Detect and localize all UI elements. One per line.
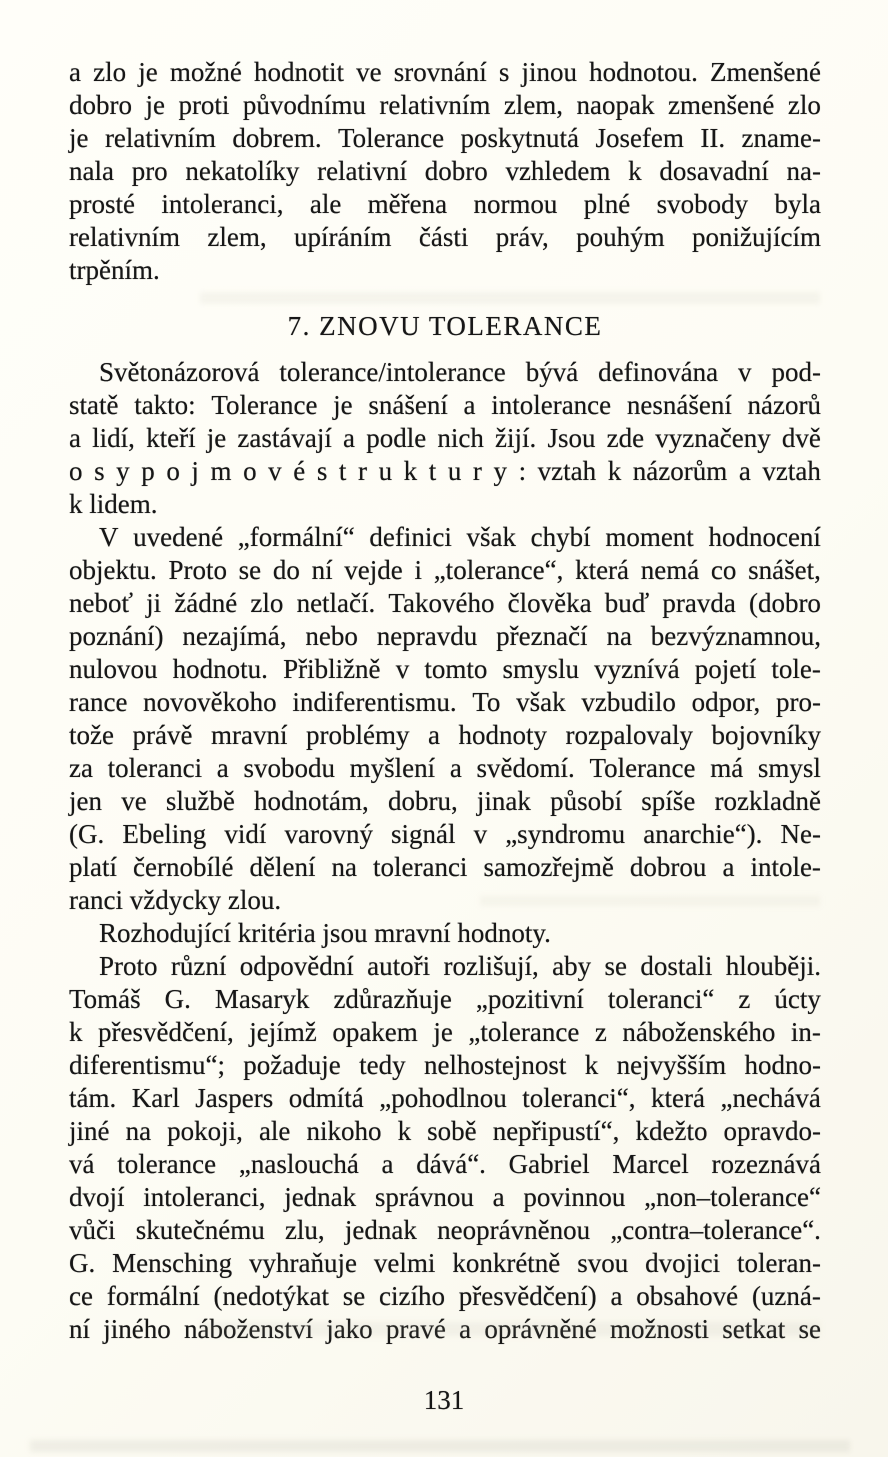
text-line: je relativním dobrem. Tolerance poskytnutá Josefem II. zname- (69, 123, 821, 153)
text-line: ranci vždycky zlou. (69, 885, 282, 915)
text-line: a zlo je možné hodnotit ve srovnání s jinou hodnotou. Zmenšené (69, 57, 821, 87)
text-line: jen ve službě hodnotám, dobru, jinak působí spíše rozkladně (69, 786, 821, 816)
scan-artifact (30, 1440, 850, 1452)
paragraph (69, 917, 821, 950)
text-line: neboť ji žádné zlo netlačí. Takového člověka buď pravda (dobro (69, 588, 821, 618)
text-line: platí černobílé dělení na toleranci samozřejmě dobrou a intole- (69, 852, 821, 882)
text-line: Proto různí odpovědní autoři rozlišují, aby se dostali hlouběji. (99, 951, 821, 981)
text-line: tože právě mravní problémy a hodnoty rozpalovaly bojovníky (69, 720, 821, 750)
text-line: dvojí intoleranci, jednak správnou a povinnou „non–tolerance“ (69, 1182, 821, 1212)
text-line: dobro je proti původnímu relativním zlem, naopak zmenšené zlo (69, 90, 821, 120)
text-line: a lidí, kteří je zastávají a podle nich žijí. Jsou zde vyznačeny dvě (69, 423, 821, 453)
paragraph (69, 356, 821, 521)
text-line: k přesvědčení, jejímž opakem je „tolerance z náboženského in- (69, 1017, 821, 1047)
text-line: Tomáš G. Masaryk zdůrazňuje „pozitivní toleranci“ z úcty (69, 984, 821, 1014)
text-line: vá tolerance „naslouchá a dává“. Gabriel Marcel rozeznává (69, 1149, 821, 1179)
text-line: Světonázorová tolerance/intolerance bývá definována v pod- (99, 357, 821, 387)
text-line: trpěním. (69, 255, 160, 285)
text-line: vůči skutečnému zlu, jednak neoprávněnou „contra–tolerance“. (69, 1215, 821, 1245)
text-line: jiné na pokoji, ale nikoho k sobě nepřipustí“, kdežto opravdo- (69, 1116, 821, 1146)
text-line: relativním zlem, upíráním části práv, pouhým ponižujícím (69, 222, 821, 252)
text-line: k lidem. (69, 489, 158, 519)
text-line: poznání) nezajímá, nebo nepravdu přeznačí na bezvýznamnou, (69, 621, 821, 651)
paragraph (69, 950, 821, 1346)
text-block (69, 56, 821, 1346)
text-line: (G. Ebeling vidí varovný signál v „syndromu anarchie“). Ne- (69, 819, 821, 849)
text-line: nala pro nekatolíky relativní dobro vzhledem k dosavadní na- (69, 156, 821, 186)
text-line: za toleranci a svobodu myšlení a svědomí. Tolerance má smysl (69, 753, 821, 783)
text-line: G. Mensching vyhraňuje velmi konkrétně svou dvojici toleran- (69, 1248, 821, 1278)
text-line: Rozhodující kritéria jsou mravní hodnoty. (99, 918, 551, 948)
text-line: objektu. Proto se do ní vejde i „tolerance“, která nemá co snášet, (69, 555, 821, 585)
text-line: V uvedené „formální“ definici však chybí moment hodnocení (99, 522, 821, 552)
text-line: nulovou hodnotu. Přibližně v tomto smyslu vyznívá pojetí tole- (69, 654, 821, 684)
text-line: statě takto: Tolerance je snášení a intolerance nesnášení názorů (69, 390, 821, 420)
section-heading: 7. ZNOVU TOLERANCE (287, 311, 603, 341)
text-line: tám. Karl Jaspers odmítá „pohodlnou toleranci“, která „nechává (69, 1083, 821, 1113)
text-line: o s y p o j m o v é s t r u k t u r y : vztah k názorům a vztah (69, 456, 821, 486)
text-line: rance novověkoho indiferentismu. To však vzbudilo odpor, pro- (69, 687, 821, 717)
text-line: ce formální (nedotýkat se cizího přesvědčení) a obsahové (uzná- (69, 1281, 821, 1311)
text-line: prosté intoleranci, ale měřena normou plné svobody byla (69, 189, 821, 219)
paragraph (69, 521, 821, 917)
text-line: ní jiného náboženství jako pravé a oprávněné možnosti setkat se (69, 1314, 821, 1344)
page-number: 131 (423, 1385, 465, 1415)
paragraph (69, 56, 821, 287)
text-line: diferentismu“; požaduje tedy nelhostejnost k nejvyšším hodno- (69, 1050, 821, 1080)
